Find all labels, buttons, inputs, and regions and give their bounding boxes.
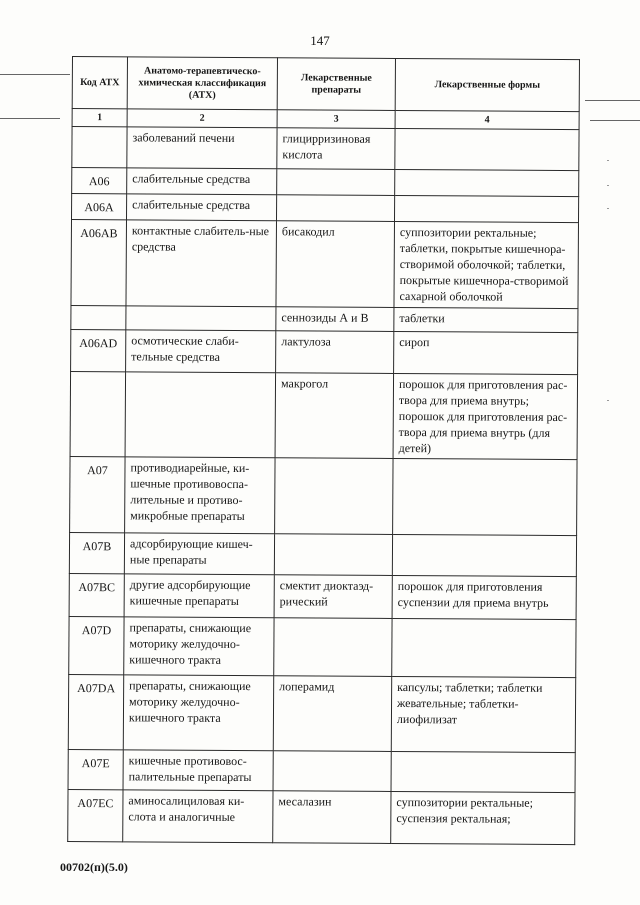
atc-code: A07B (69, 532, 124, 573)
atc-code: A07BC (69, 573, 124, 616)
dosage-forms (393, 458, 577, 535)
dosage-forms: суппозитории ректальные; таблетки, покрытые кишечнора-створимой оболочкой; таблетки, покрытые кишечнора-створимой сахарной оболочкой (394, 221, 579, 308)
table-row (72, 127, 579, 171)
drug-name (277, 169, 395, 196)
dosage-forms: порошок для приготовления рас-твора для приема внутрь; порошок для приготовления рас-твора для приема внутрь (для детей) (393, 373, 578, 459)
atc-code (70, 371, 126, 456)
scan-speck (607, 400, 609, 401)
atc-class: осмотические слаби-тельные средства (126, 330, 276, 373)
scan-speck (607, 208, 609, 209)
table-row (72, 194, 579, 223)
atc-class: противодиарейные, ки-шечные противовоспа-лительные и противо-микробные препараты (125, 457, 275, 534)
dosage-forms (395, 169, 579, 196)
scan-artifact-line (585, 100, 640, 101)
column-number: 4 (395, 110, 579, 129)
atc-code (71, 305, 126, 329)
drug-name: макрогол (275, 373, 394, 459)
drug-name: глицирризиновая кислота (277, 128, 395, 170)
drug-name (274, 618, 392, 677)
atc-code: A06 (72, 168, 127, 194)
atc-code: A07D (69, 616, 124, 674)
table-header-row (72, 57, 579, 112)
drug-name (275, 458, 393, 535)
scan-artifact-line (0, 74, 70, 75)
drug-name (273, 751, 391, 792)
atc-class (126, 306, 276, 331)
table-row (69, 532, 576, 576)
atc-code: A06AD (71, 329, 126, 371)
scan-artifact-line (0, 118, 60, 119)
dosage-forms: порошок для приготовления суспензии для приема внутрь (392, 575, 576, 619)
atc-class: слабительные средства (127, 194, 277, 221)
drug-name: лактулоза (276, 331, 394, 374)
dosage-forms: сироп (394, 331, 578, 374)
header-code: Код АТХ (72, 57, 127, 109)
document-code: 00702(п)(5.0) (60, 860, 128, 874)
dosage-forms (392, 534, 576, 576)
atc-code: A06A (72, 194, 127, 220)
drug-name: сеннозиды А и В (276, 307, 394, 332)
column-number: 3 (277, 110, 395, 129)
scan-speck (607, 160, 609, 161)
drug-name (274, 534, 392, 576)
atc-table (67, 56, 580, 845)
scan-speck (607, 185, 609, 186)
dosage-forms (395, 128, 579, 170)
drug-name: смектит диоктаэд-рический (274, 575, 392, 619)
table-row (71, 305, 578, 332)
page-number: 147 (310, 33, 330, 48)
atc-table-frame (67, 56, 579, 845)
atc-code: A06AB (71, 220, 127, 306)
table-row (68, 674, 575, 752)
drug-name: лоперамид (273, 676, 391, 752)
dosage-forms (394, 195, 578, 222)
atc-class: аминосалициловая ки-слота и аналогичные (123, 790, 273, 843)
dosage-forms (392, 618, 576, 677)
header-drugs: Лекарственные препараты (277, 58, 395, 111)
table-row (72, 168, 579, 197)
atc-code: A07DA (68, 674, 123, 749)
column-number: 1 (72, 109, 127, 127)
table-row (70, 371, 578, 459)
atc-class: слабительные средства (127, 168, 277, 195)
atc-class: адсорбирующие кишеч-ные препараты (124, 533, 274, 575)
table-row (70, 456, 577, 535)
atc-class: заболеваний печени (127, 127, 277, 169)
atc-class: препараты, снижающие моторику желудочно-кишечного тракта (123, 675, 273, 751)
table-row (71, 220, 579, 309)
header-classification: Анатомо-терапевтическо-химическая классификация (АТХ) (127, 57, 277, 110)
atc-class: кишечные противовос-палительные препараты (123, 750, 273, 791)
atc-class (125, 372, 276, 458)
atc-code: A07E (68, 749, 123, 789)
table-row (68, 789, 575, 844)
table-row (69, 573, 576, 619)
atc-code: A07 (70, 456, 125, 532)
dosage-forms (391, 751, 575, 792)
atc-class: препараты, снижающие моторику желудочно-кишечного тракта (124, 617, 274, 676)
dosage-forms: суппозитории ректальные; суспензия ректальная; (391, 791, 575, 844)
drug-name: бисакодил (276, 221, 395, 308)
scan-artifact-line (590, 120, 640, 121)
drug-name (276, 195, 394, 222)
table-row (69, 616, 576, 677)
atc-class: контактные слабитель-ные средства (126, 220, 277, 307)
atc-class: другие адсорбирующие кишечные препараты (124, 574, 274, 618)
atc-code (72, 127, 127, 168)
header-forms: Лекарственные формы (395, 58, 579, 111)
atc-code: A07EC (68, 789, 123, 841)
column-number: 2 (127, 109, 277, 128)
table-row (68, 749, 575, 792)
table-row (71, 329, 578, 374)
drug-name: месалазин (273, 791, 391, 844)
dosage-forms: таблетки (394, 307, 578, 332)
dosage-forms: капсулы; таблетки; таблетки жевательные; таблетки-лиофилизат (391, 676, 575, 752)
